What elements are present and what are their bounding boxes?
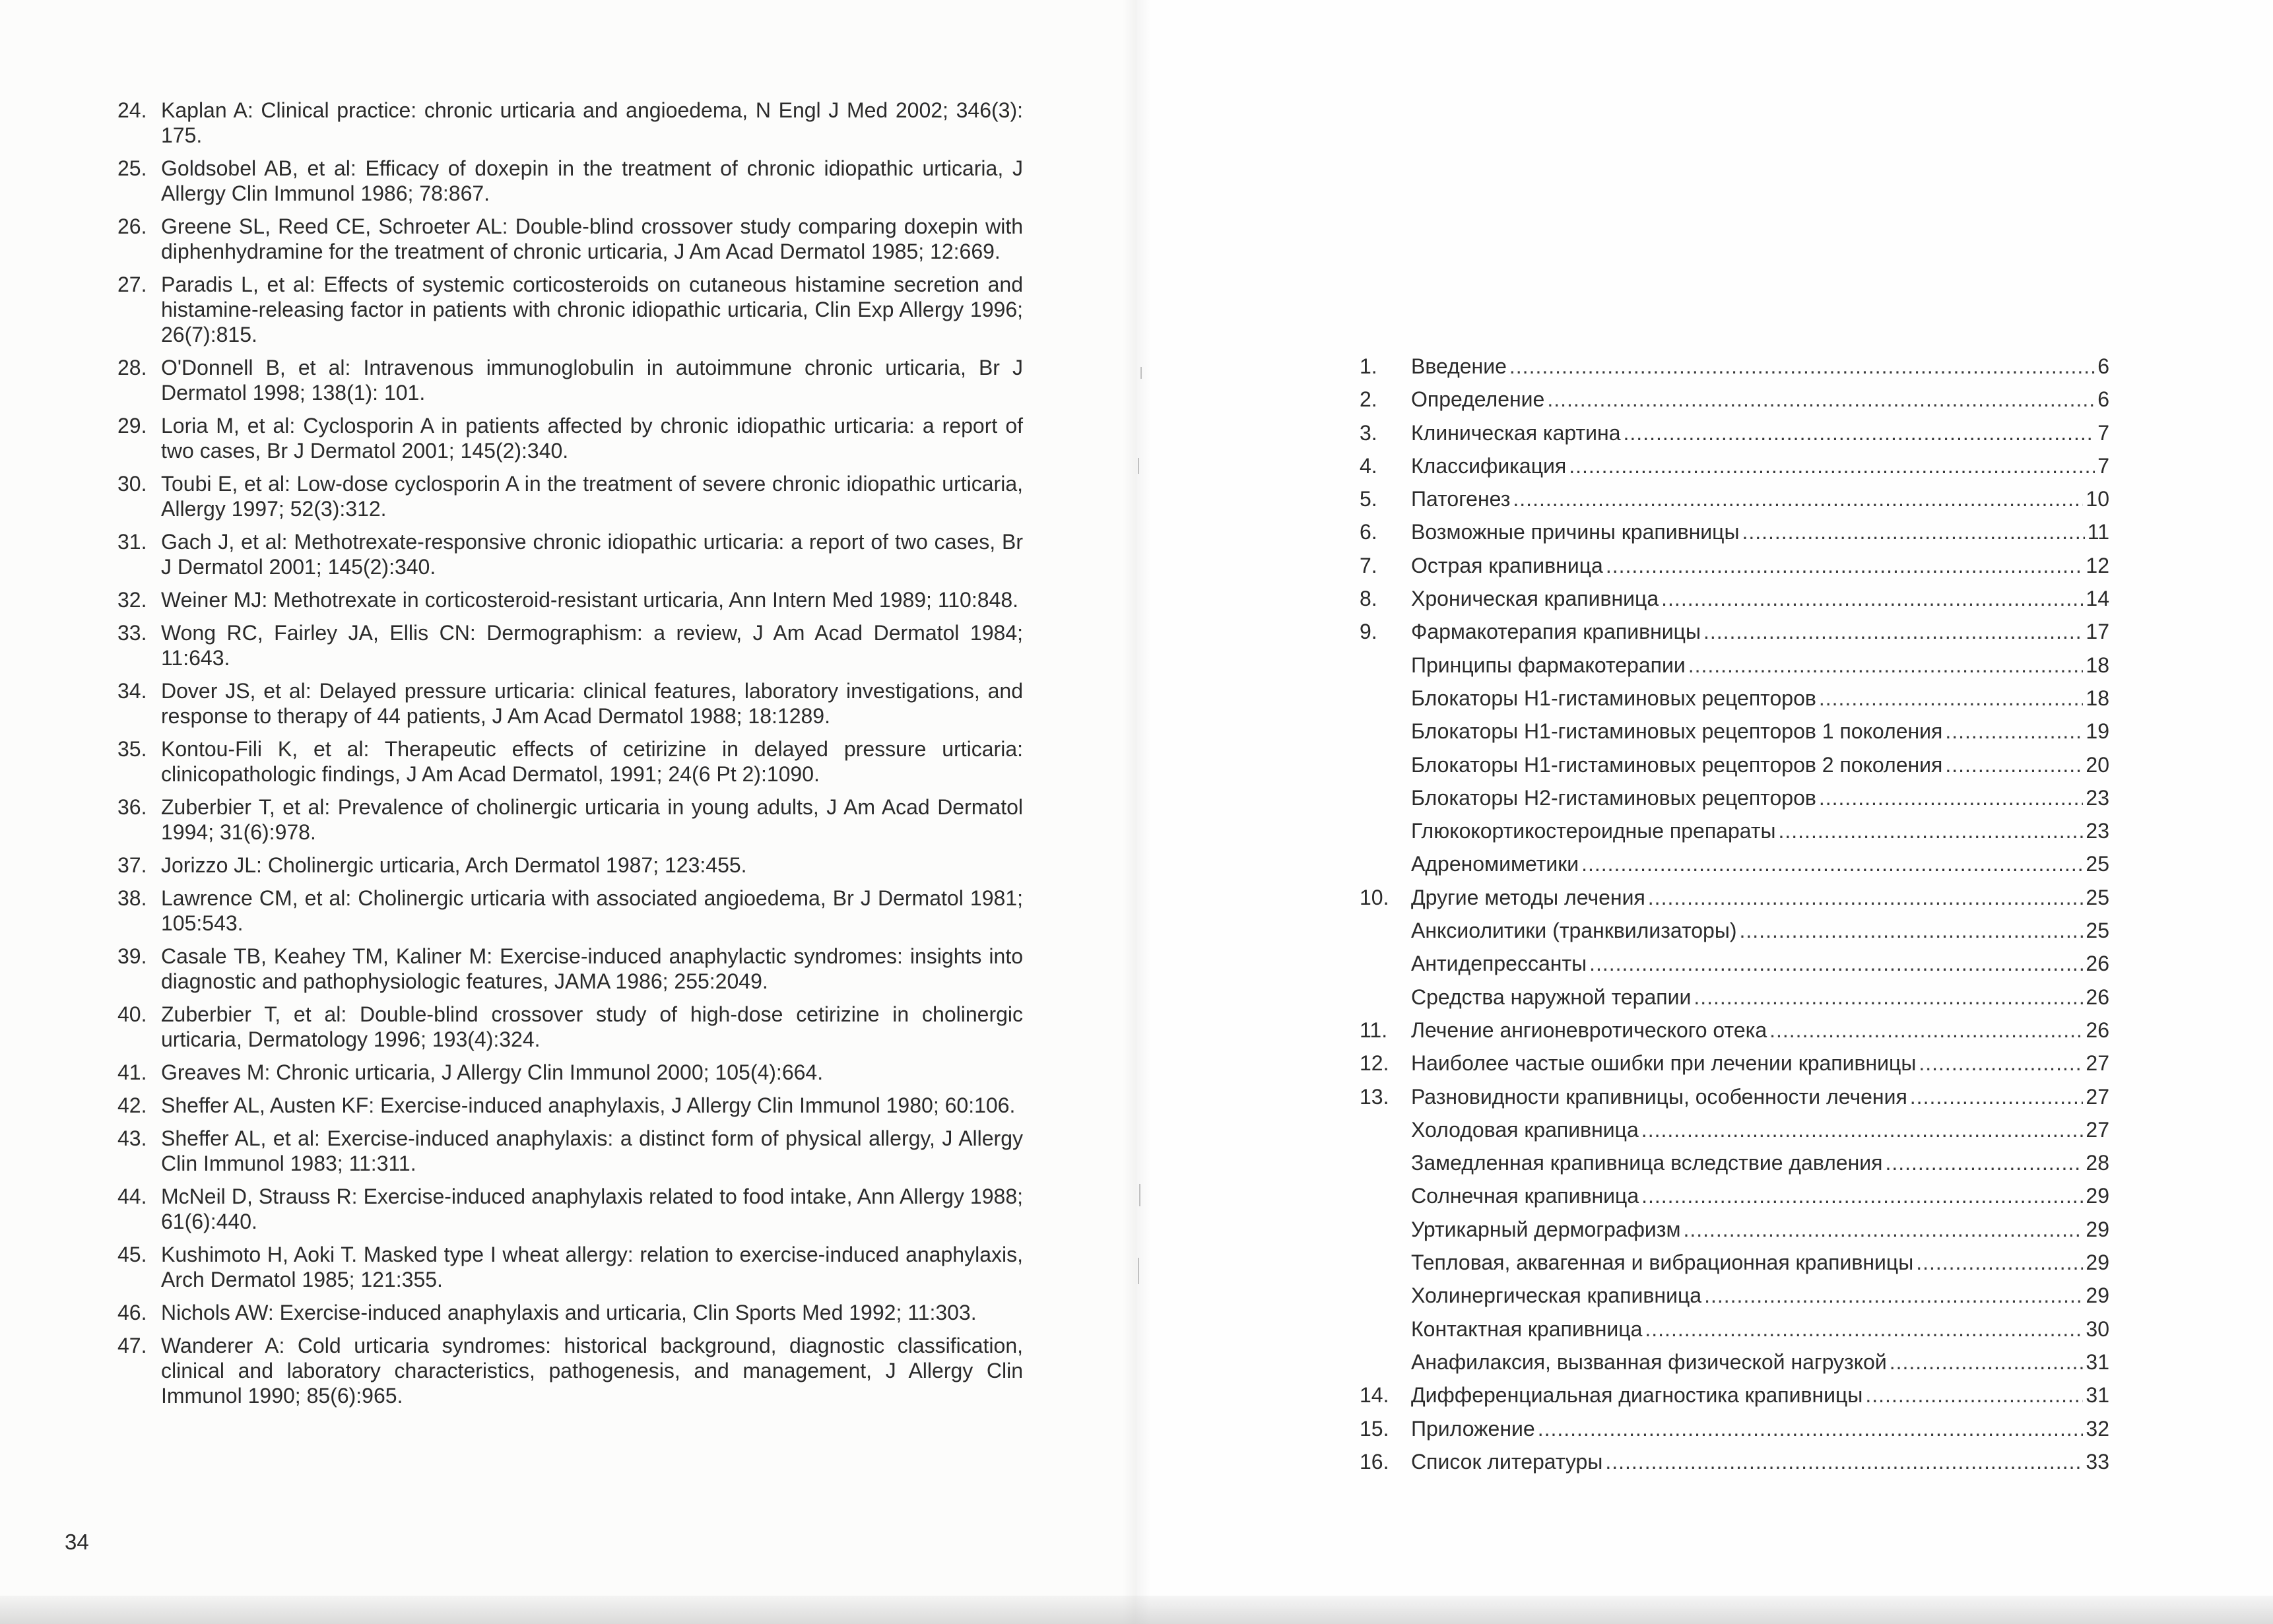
toc-entry [1360,981,2109,1014]
toc-entry-label: Определение [1411,387,1545,412]
toc-entry [1360,881,2109,914]
toc-leader-dots [1547,383,2095,416]
toc-entry [1360,682,2109,715]
reference-item [117,98,1023,148]
reference-item [117,853,1023,878]
reference-item [117,736,1023,787]
toc-entry-label: Блокаторы Н1-гистаминовых рецепторов 2 поколения [1411,752,1943,777]
toc-entry-number: 12. [1360,1051,1389,1076]
reference-item [117,1126,1023,1176]
toc-entry-page: 17 [2086,620,2109,644]
toc-leader-dots [1778,814,2083,847]
toc-entry-number: 16. [1360,1449,1389,1474]
reference-number: 24. [117,98,147,122]
toc-entry-page: 33 [2086,1449,2109,1474]
reference-text: Sheffer AL, et al: Exercise-induced anaphylaxis: a distinct form of physical allergy, J Allergy Clin Immunol 1983; 11:311. [161,1126,1023,1175]
reference-text: O'Donnell B, et al: Intravenous immunoglobulin in autoimmune chronic urticaria, Br J Dermatol 1998; 138(1): 101. [161,356,1023,405]
toc-entry-page: 27 [2086,1051,2109,1076]
toc-leader-dots [1694,981,2083,1014]
toc-entry-label: Тепловая, аквагенная и вибрационная крапивницы [1411,1250,1914,1275]
toc-entry-label: Принципы фармакотерапии [1411,653,1686,677]
toc-entry-label: Другие методы лечения [1411,885,1645,909]
toc-entry-page: 26 [2086,1018,2109,1042]
table-of-contents [1360,350,2109,1478]
reference-number: 35. [117,737,147,761]
toc-entry [1360,649,2109,682]
toc-leader-dots [1661,582,2083,615]
reference-text: McNeil D, Strauss R: Exercise-induced anaphylaxis related to food intake, Ann Allergy 1988; 61(6):440. [161,1185,1023,1233]
toc-leader-dots [1740,914,2084,947]
reference-text: Toubi E, et al: Low-dose cyclosporin A in the treatment of severe chronic idiopathic urticaria, Allergy 1997; 52(3):312. [161,472,1023,521]
reference-item [117,886,1023,936]
toc-entry [1360,781,2109,814]
toc-leader-dots [1641,1113,2084,1146]
toc-entry [1360,1080,2109,1113]
reference-text: Kushimoto H, Aoki T. Masked type I wheat allergy: relation to exercise-induced anaphylaxis, Arch Dermatol 1985; 121:355. [161,1243,1023,1291]
scan-mark [1140,367,1142,379]
toc-entry-label: Контактная крапивница [1411,1316,1643,1341]
toc-entry [1360,1346,2109,1379]
toc-leader-dots [1606,549,2084,582]
toc-entry-label: Уртикарный дермографизм [1411,1217,1681,1241]
reference-text: Paradis L, et al: Effects of systemic corticosteroids on cutaneous histamine secretion and histamine-releasing factor in patients with chronic idiopathic urticaria, Clin Exp Allergy 1996; 26(7):815. [161,273,1023,346]
reference-item [117,795,1023,845]
toc-entry-label: Хроническая крапивница [1411,587,1659,611]
toc-entry-page: 11 [2087,520,2109,544]
toc-entry-label: Анафилаксия, вызванная физической нагрузкой [1411,1349,1887,1374]
toc-entry [1360,383,2109,416]
toc-entry [1360,1179,2109,1212]
toc-entry-page: 29 [2086,1184,2109,1208]
toc-entry-label: Разновидности крапивницы, особенности лечения [1411,1084,1907,1109]
toc-leader-dots [1538,1412,2084,1445]
toc-entry-label: Холодовая крапивница [1411,1117,1639,1142]
reference-number: 37. [117,853,147,877]
toc-entry-label: Классификация [1411,453,1567,478]
toc-entry [1360,847,2109,880]
toc-entry [1360,549,2109,582]
toc-entry-label: Патогенез [1411,487,1511,511]
toc-entry-page: 29 [2086,1250,2109,1275]
reference-text: Sheffer AL, Austen KF: Exercise-induced anaphylaxis, J Allergy Clin Immunol 1980; 60:106. [161,1093,1016,1117]
reference-text: Gach J, et al: Methotrexate-responsive chronic idiopathic urticaria: a report of two cases, Br J Dermatol 2001; 145(2):340. [161,530,1023,579]
toc-entry-number: 7. [1360,553,1377,577]
toc-entry [1360,1246,2109,1279]
toc-entry [1360,1047,2109,1080]
reference-text: Wong RC, Fairley JA, Ellis CN: Dermographism: a review, J Am Acad Dermatol 1984; 11:643. [161,621,1023,670]
toc-leader-dots [1683,1213,2083,1246]
reference-text: Kontou-Fili K, et al: Therapeutic effects of cetirizine in delayed pressure urticaria: clinicopathologic findings, J Am Acad Dermatol, 1991; 24(6 Pt 2):1090. [161,737,1023,786]
toc-entry [1360,1379,2109,1412]
reference-item [117,587,1023,612]
toc-entry-number: 15. [1360,1416,1389,1441]
toc-entry [1360,1445,2109,1478]
toc-leader-dots [1581,847,2083,880]
toc-entry-page: 7 [2097,420,2109,445]
toc-entry [1360,1113,2109,1146]
toc-entry [1360,1014,2109,1047]
toc-entry [1360,449,2109,482]
reference-text: Lawrence CM, et al: Cholinergic urticaria with associated angioedema, Br J Dermatol 1981; 105:543. [161,886,1023,935]
toc-entry-label: Холинергическая крапивница [1411,1283,1702,1308]
reference-text: Casale TB, Keahey TM, Kaliner M: Exercise-induced anaphylactic syndromes: insights into diagnostic and pathophysiologic features, JAMA 1986; 255:2049. [161,944,1023,993]
toc-entry-label: Блокаторы Н1-гистаминовых рецепторов 1 поколения [1411,719,1943,744]
reference-item [117,1002,1023,1052]
toc-entry-page: 27 [2086,1084,2109,1109]
reference-text: Goldsobel AB, et al: Efficacy of doxepin in the treatment of chronic idiopathic urticaria, J Allergy Clin Immunol 1986; 78:867. [161,156,1023,205]
toc-leader-dots [1513,482,2083,515]
reference-text: Jorizzo JL: Cholinergic urticaria, Arch Dermatol 1987; 123:455. [161,853,747,877]
reference-text: Wanderer A: Cold urticaria syndromes: historical background, diagnostic classification, clinical and laboratory characteristics, pathogenesis, and management, J Allergy Clin Immunol 1990; 85(6):965. [161,1334,1023,1408]
toc-leader-dots [1688,649,2084,682]
toc-entry-label: Средства наружной терапии [1411,985,1692,1009]
toc-entry-label: Дифференциальная диагностика крапивницы [1411,1383,1863,1408]
toc-entry-label: Блокаторы Н2-гистаминовых рецепторов [1411,785,1816,810]
toc-entry-label: Лечение ангионевротического отека [1411,1018,1767,1042]
reference-item [117,620,1023,670]
toc-leader-dots [1641,1179,2083,1212]
reference-number: 41. [117,1060,147,1084]
toc-entry [1360,615,2109,648]
toc-entry-page: 18 [2086,653,2109,677]
toc-entry-page: 7 [2097,453,2109,478]
reference-text: Dover JS, et al: Delayed pressure urticaria: clinical features, laboratory investigations, and response to therapy of 44 patients, J Am Acad Dermatol 1988; 18:1289. [161,679,1023,728]
reference-item [117,529,1023,579]
toc-entry-page: 10 [2086,487,2109,511]
reference-number: 31. [117,530,147,554]
reference-number: 39. [117,944,147,968]
toc-entry [1360,1279,2109,1312]
toc-entry-label: Адреномиметики [1411,852,1579,876]
toc-entry-label: Список литературы [1411,1449,1603,1474]
toc-entry-label: Клиническая картина [1411,420,1621,445]
toc-entry-page: 28 [2086,1151,2109,1175]
toc-entry [1360,482,2109,515]
reference-number: 34. [117,679,147,703]
toc-entry-page: 25 [2086,919,2109,943]
toc-entry-page: 19 [2086,719,2109,744]
toc-entry-number: 6. [1360,520,1377,544]
toc-entry [1360,1213,2109,1246]
toc-entry-number: 14. [1360,1383,1389,1408]
reference-number: 30. [117,472,147,496]
toc-entry [1360,814,2109,847]
toc-leader-dots [1865,1379,2083,1412]
toc-entry-page: 25 [2086,885,2109,909]
toc-entry-label: Введение [1411,354,1507,378]
toc-leader-dots [1885,1146,2083,1179]
toc-entry-number: 10. [1360,885,1389,909]
reference-number: 28. [117,356,147,379]
toc-leader-dots [1569,449,2095,482]
reference-number: 44. [117,1185,147,1208]
toc-entry-page: 32 [2086,1416,2109,1441]
toc-entry [1360,1313,2109,1346]
toc-entry [1360,350,2109,383]
toc-entry-page: 25 [2086,852,2109,876]
toc-entry [1360,582,2109,615]
toc-entry-number: 2. [1360,387,1377,412]
reference-item [117,1184,1023,1234]
left-page [0,0,1136,1624]
toc-entry-number: 8. [1360,587,1377,611]
toc-entry [1360,947,2109,980]
toc-entry-page: 6 [2097,387,2109,412]
toc-entry-page: 12 [2086,553,2109,577]
toc-leader-dots [1910,1080,2084,1113]
toc-entry-page: 31 [2086,1383,2109,1408]
toc-entry-page: 30 [2086,1316,2109,1341]
scan-mark [1138,1258,1139,1284]
toc-leader-dots [1769,1014,2083,1047]
toc-entry-page: 27 [2086,1117,2109,1142]
reference-number: 47. [117,1334,147,1357]
page-number: 34 [65,1530,89,1554]
toc-entry-page: 14 [2086,587,2109,611]
page-gutter [1122,0,1151,1624]
toc-leader-dots [1916,1246,2083,1279]
reference-number: 33. [117,621,147,645]
toc-entry-number: 5. [1360,487,1377,511]
toc-entry-number: 1. [1360,354,1377,378]
toc-entry-page: 31 [2086,1349,2109,1374]
toc-entry-label: Блокаторы Н1-гистаминовых рецепторов [1411,686,1816,710]
reference-text: Nichols AW: Exercise-induced anaphylaxis and urticaria, Clin Sports Med 1992; 11:303. [161,1301,977,1324]
reference-item [117,272,1023,347]
reference-number: 29. [117,414,147,438]
toc-entry-label: Антидепрессанты [1411,952,1587,976]
toc-entry-number: 13. [1360,1084,1389,1109]
toc-leader-dots [1589,947,2083,980]
toc-entry [1360,748,2109,781]
reference-text: Kaplan A: Clinical practice: chronic urticaria and angioedema, N Engl J Med 2002; 346(3): 175. [161,98,1023,147]
reference-number: 46. [117,1301,147,1324]
toc-entry [1360,914,2109,947]
toc-leader-dots [1919,1047,2083,1080]
toc-leader-dots [1605,1445,2083,1478]
reference-item [117,471,1023,521]
toc-entry-page: 6 [2097,354,2109,378]
reference-item [117,413,1023,463]
toc-entry-page: 29 [2086,1283,2109,1308]
toc-entry-page: 26 [2086,985,2109,1009]
toc-leader-dots [1703,615,2083,648]
reference-number: 43. [117,1126,147,1150]
toc-entry [1360,1146,2109,1179]
reference-number: 40. [117,1002,147,1026]
toc-entry-page: 18 [2086,686,2109,710]
toc-entry [1360,1412,2109,1445]
toc-entry-number: 4. [1360,453,1377,478]
reference-item [117,156,1023,206]
reference-item [117,1093,1023,1118]
toc-entry-label: Глюкокортикостероидные препараты [1411,819,1776,843]
reference-text: Greene SL, Reed CE, Schroeter AL: Double-blind crossover study comparing doxepin with diphenhydramine for the treatment of chronic urticaria, J Am Acad Dermatol 1985; 12:669. [161,214,1023,263]
reference-number: 25. [117,156,147,180]
reference-number: 36. [117,795,147,819]
reference-text: Zuberbier T, et al: Prevalence of cholinergic urticaria in young adults, J Am Acad Dermatol 1994; 31(6):978. [161,795,1023,844]
reference-list [117,98,1023,1416]
reference-item [117,678,1023,729]
reference-text: Loria M, et al: Cyclosporin A in patients affected by chronic idiopathic urticaria: a report of two cases, Br J Dermatol 2001; 145(2):340. [161,414,1023,463]
reference-number: 26. [117,214,147,238]
toc-entry-label: Фармакотерапия крапивницы [1411,620,1701,644]
scan-mark [1138,458,1139,474]
reference-item [117,355,1023,405]
reference-text: Zuberbier T, et al: Double-blind crossover study of high-dose cetirizine in cholinergic urticaria, Dermatology 1996; 193(4):324. [161,1002,1023,1051]
toc-entry [1360,515,2109,548]
toc-entry-page: 26 [2086,952,2109,976]
toc-leader-dots [1624,416,2095,449]
toc-leader-dots [1645,1313,2083,1346]
scan-mark [1139,1184,1140,1206]
toc-leader-dots [1509,350,2095,383]
reference-item [117,1242,1023,1292]
reference-number: 38. [117,886,147,910]
reference-item [117,1060,1023,1085]
toc-entry-number: 3. [1360,420,1377,445]
reference-item [117,1333,1023,1408]
toc-entry-label: Замедленная крапивница вследствие давления [1411,1151,1883,1175]
toc-entry-number: 11. [1360,1018,1388,1042]
toc-leader-dots [1704,1279,2083,1312]
toc-leader-dots [1890,1346,2084,1379]
reference-text: Weiner MJ: Methotrexate in corticosteroid-resistant urticaria, Ann Intern Med 1989; 110:848. [161,588,1019,612]
toc-entry-label: Наиболее частые ошибки при лечении крапивницы [1411,1051,1917,1076]
toc-entry-page: 23 [2086,819,2109,843]
toc-entry-label: Анксиолитики (транквилизаторы) [1411,919,1737,943]
page-bottom-shadow [0,1596,2273,1624]
reference-item [117,214,1023,264]
toc-entry [1360,715,2109,748]
reference-number: 27. [117,273,147,296]
toc-leader-dots [1819,781,2084,814]
toc-entry-page: 23 [2086,785,2109,810]
reference-text: Greaves M: Chronic urticaria, J Allergy Clin Immunol 2000; 105(4):664. [161,1060,824,1084]
toc-entry-label: Возможные причины крапивницы [1411,520,1740,544]
toc-leader-dots [1819,682,2084,715]
toc-leader-dots [1742,515,2084,548]
reference-item [117,944,1023,994]
toc-entry-label: Солнечная крапивница [1411,1184,1639,1208]
reference-number: 45. [117,1243,147,1266]
toc-entry-label: Острая крапивница [1411,553,1603,577]
toc-leader-dots [1648,881,2084,914]
toc-entry [1360,416,2109,449]
toc-leader-dots [1945,715,2083,748]
reference-item [117,1300,1023,1325]
toc-entry-page: 29 [2086,1217,2109,1241]
toc-leader-dots [1945,748,2083,781]
toc-entry-label: Приложение [1411,1416,1535,1441]
reference-number: 42. [117,1093,147,1117]
toc-entry-number: 9. [1360,620,1377,644]
toc-entry-page: 20 [2086,752,2109,777]
reference-number: 32. [117,588,147,612]
